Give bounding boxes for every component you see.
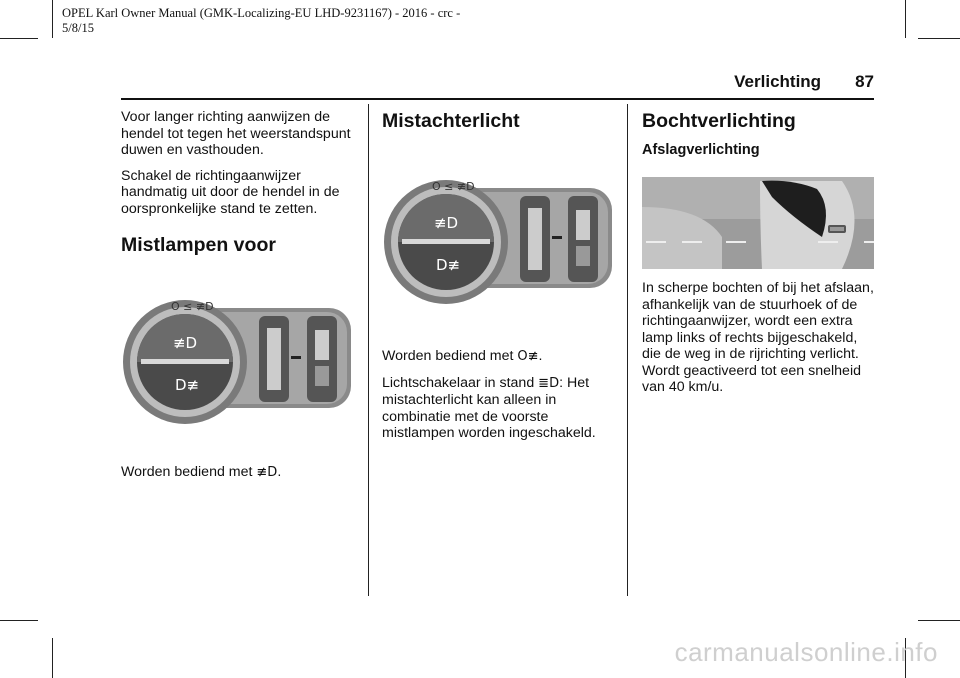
svg-text:D≢: D≢ [435,256,461,274]
print-meta-line: OPEL Karl Owner Manual (GMK-Localizing-EU LHD-9231167) - 2016 - crc - [62,6,461,20]
section-heading: Mistachterlicht [382,110,520,132]
light-switch-illustration [121,290,353,430]
paragraph: Voor langer richting aanwijzen de hendel tot tegen het weerstandspunt duwen en vasthouden. [121,109,351,158]
crop-mark [918,38,960,39]
print-meta [62,6,622,36]
cornering-light-illustration [642,177,874,269]
rear-fog-lamp-icon: O≢ [517,349,539,364]
low-beam-icon: ≣D [538,375,560,391]
page-number: 87 [855,72,874,91]
crop-mark [918,620,960,621]
paragraph [382,375,620,442]
figure-caption: Worden bediend met O≢. [382,348,543,364]
column-3 [642,109,874,159]
svg-text:≢D: ≢D [172,334,198,352]
paragraph-text: : Het mistachterlicht kan alleen in combinatie met de voorste mistlampen worden ingeschakeld. [382,374,596,441]
print-meta-line: 5/8/15 [62,21,94,35]
column-divider [368,104,369,596]
section-title: Verlichting [734,72,822,91]
header-rule [121,98,874,100]
front-fog-lamp-icon: ≢D [256,465,278,480]
svg-text:O ≤ ≢D: O ≤ ≢D [171,300,214,313]
sub-heading: Afslagverlichting [642,142,760,158]
column-2-text [382,348,620,442]
caption-text: Worden bediend met [121,464,253,480]
svg-text:D≢: D≢ [174,376,200,394]
section-heading: Bochtverlichting [642,110,796,132]
crop-mark [52,638,53,678]
caption-text: Worden bediend met [382,348,514,364]
crop-mark [0,38,38,39]
crop-mark [905,0,906,38]
page-header [734,72,874,92]
light-switch-illustration [382,170,614,310]
paragraph: In scherpe bochten of bij het afslaan, afhankelijk van de stuurhoek of de richtingaanwijzer, wordt een extra lamp links of rechts bijgeschakeld, die de weg in de rijrichting verlicht. Wordt geactiveerd tot een snelheid van 40 km/u. [642,280,874,395]
figure-caption: Worden bediend met ≢D. [121,464,282,480]
svg-text:≢D: ≢D [433,214,459,232]
column-1 [121,109,359,257]
svg-text:O ≤ ≢D: O ≤ ≢D [432,180,475,193]
watermark: carmanualsonline.info [674,637,938,667]
paragraph: Schakel de richtingaanwijzer handmatig uit door de hendel in de oorspronkelijke stand te zetten. [121,167,340,217]
column-divider [627,104,628,596]
crop-mark [0,620,38,621]
crop-mark [52,0,53,38]
section-heading: Mistlampen voor [121,234,276,256]
column-2 [382,109,620,133]
column-3-text [642,280,874,396]
paragraph-text: Lichtschakelaar in stand [382,374,535,391]
